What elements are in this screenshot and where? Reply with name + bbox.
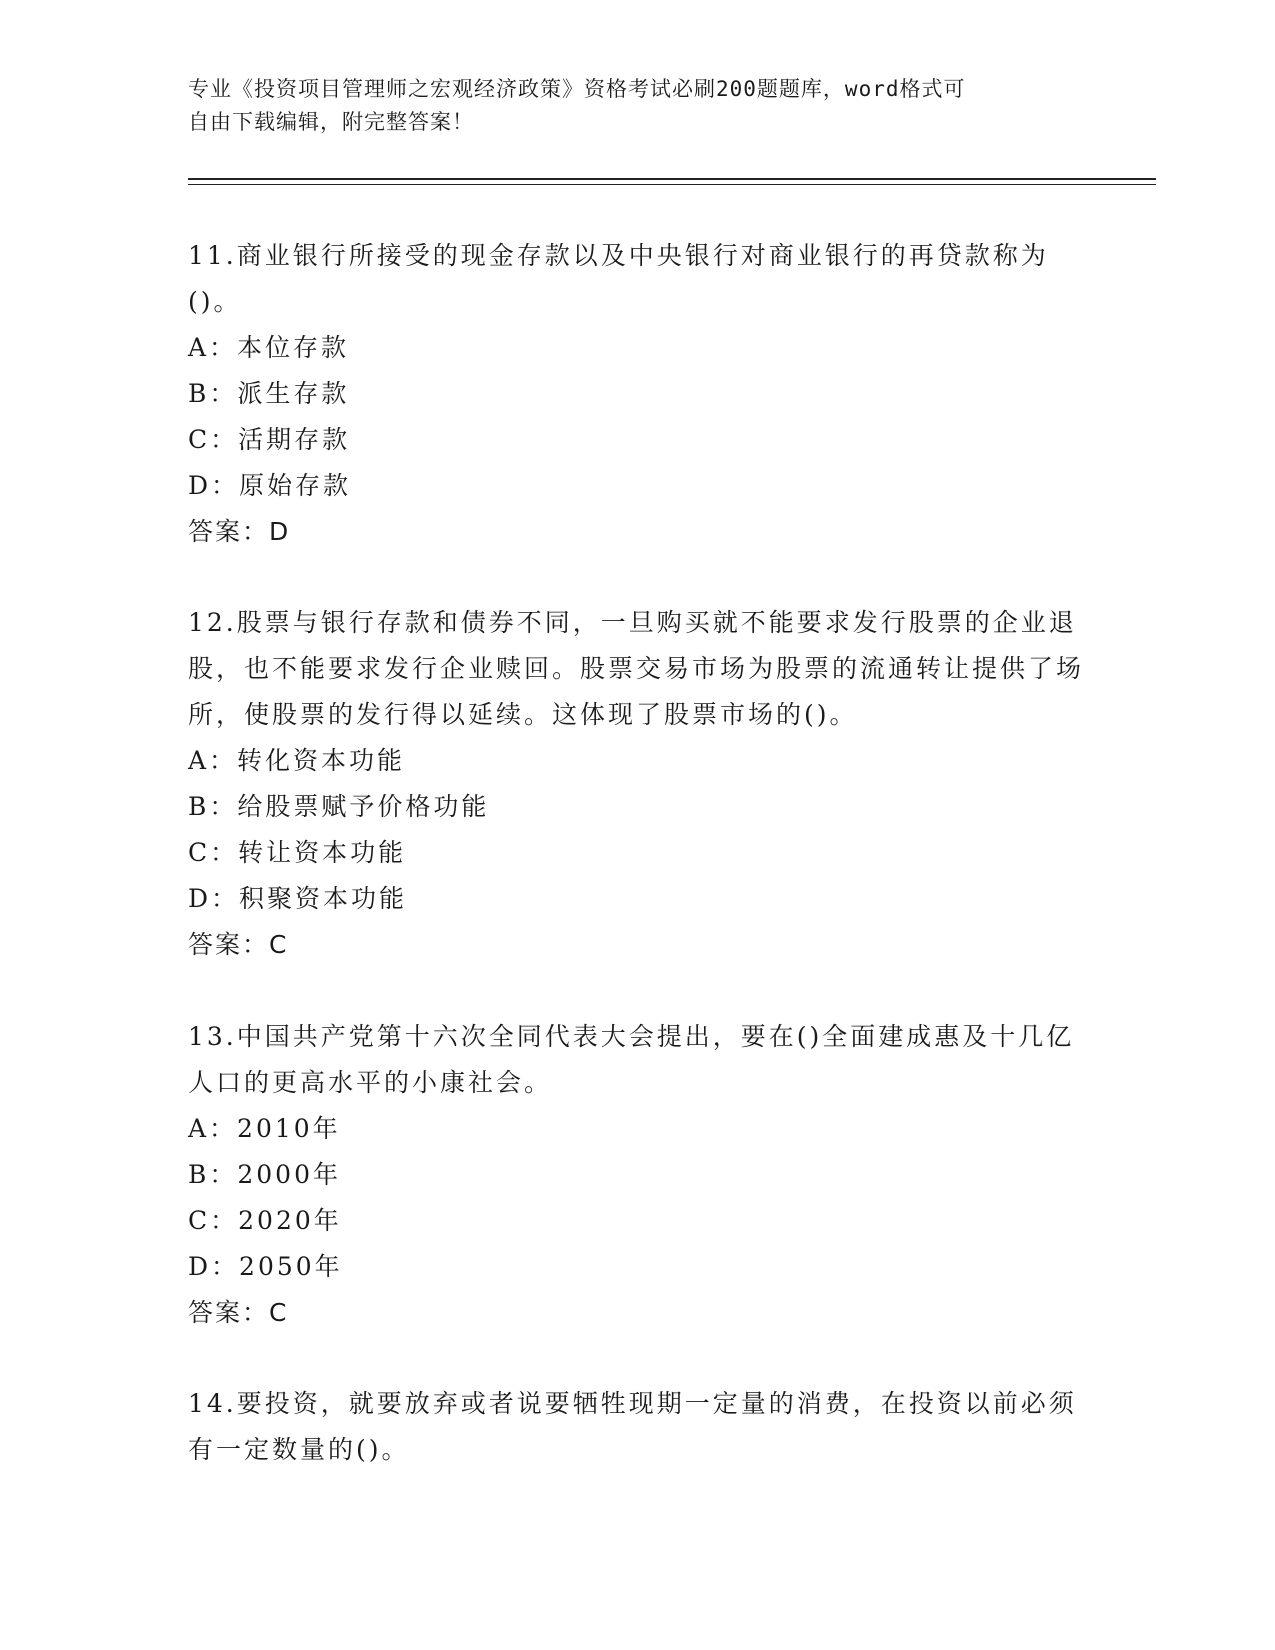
option-d: D：2050年 bbox=[188, 1252, 343, 1281]
option-c: C：2020年 bbox=[188, 1206, 342, 1235]
question-text: 14.要投资，就要放弃或者说要牺牲现期一定量的消费，在投资以前必须有一定数量的()。 bbox=[188, 1389, 1077, 1464]
question-14 bbox=[188, 1381, 1088, 1473]
answer: 答案：C bbox=[188, 930, 289, 959]
answer: 答案：C bbox=[188, 1298, 289, 1327]
option-c: C：活期存款 bbox=[188, 425, 351, 454]
question-12 bbox=[188, 600, 1088, 968]
question-13 bbox=[188, 1014, 1088, 1336]
header-line-1: 专业《投资项目管理师之宏观经济政策》资格考试必刷200题题库，word格式可 bbox=[188, 77, 966, 101]
option-b: B：派生存款 bbox=[188, 379, 350, 408]
option-a: A：2010年 bbox=[188, 1114, 341, 1143]
header-divider-thin bbox=[188, 184, 1156, 185]
header-divider-thick bbox=[188, 178, 1156, 180]
option-a: A：本位存款 bbox=[188, 333, 350, 362]
answer: 答案：D bbox=[188, 517, 291, 546]
option-a: A：转化资本功能 bbox=[188, 746, 406, 775]
option-b: B：给股票赋予价格功能 bbox=[188, 792, 490, 821]
question-11 bbox=[188, 233, 1088, 555]
question-text: 12.股票与银行存款和债券不同，一旦购买就不能要求发行股票的企业退股，也不能要求发行企业赎回。股票交易市场为股票的流通转让提供了场所，使股票的发行得以延续。这体现了股票市场的()。 bbox=[188, 608, 1085, 729]
document-header bbox=[188, 73, 1068, 139]
option-b: B：2000年 bbox=[188, 1160, 341, 1189]
header-line-2: 自由下载编辑，附完整答案！ bbox=[188, 110, 474, 134]
option-d: D：积聚资本功能 bbox=[188, 884, 408, 913]
question-text: 11.商业银行所接受的现金存款以及中央银行对商业银行的再贷款称为()。 bbox=[188, 241, 1049, 316]
option-d: D：原始存款 bbox=[188, 471, 352, 500]
option-c: C：转让资本功能 bbox=[188, 838, 407, 867]
question-text: 13.中国共产党第十六次全同代表大会提出，要在()全面建成惠及十几亿人口的更高水平的小康社会。 bbox=[188, 1022, 1075, 1097]
